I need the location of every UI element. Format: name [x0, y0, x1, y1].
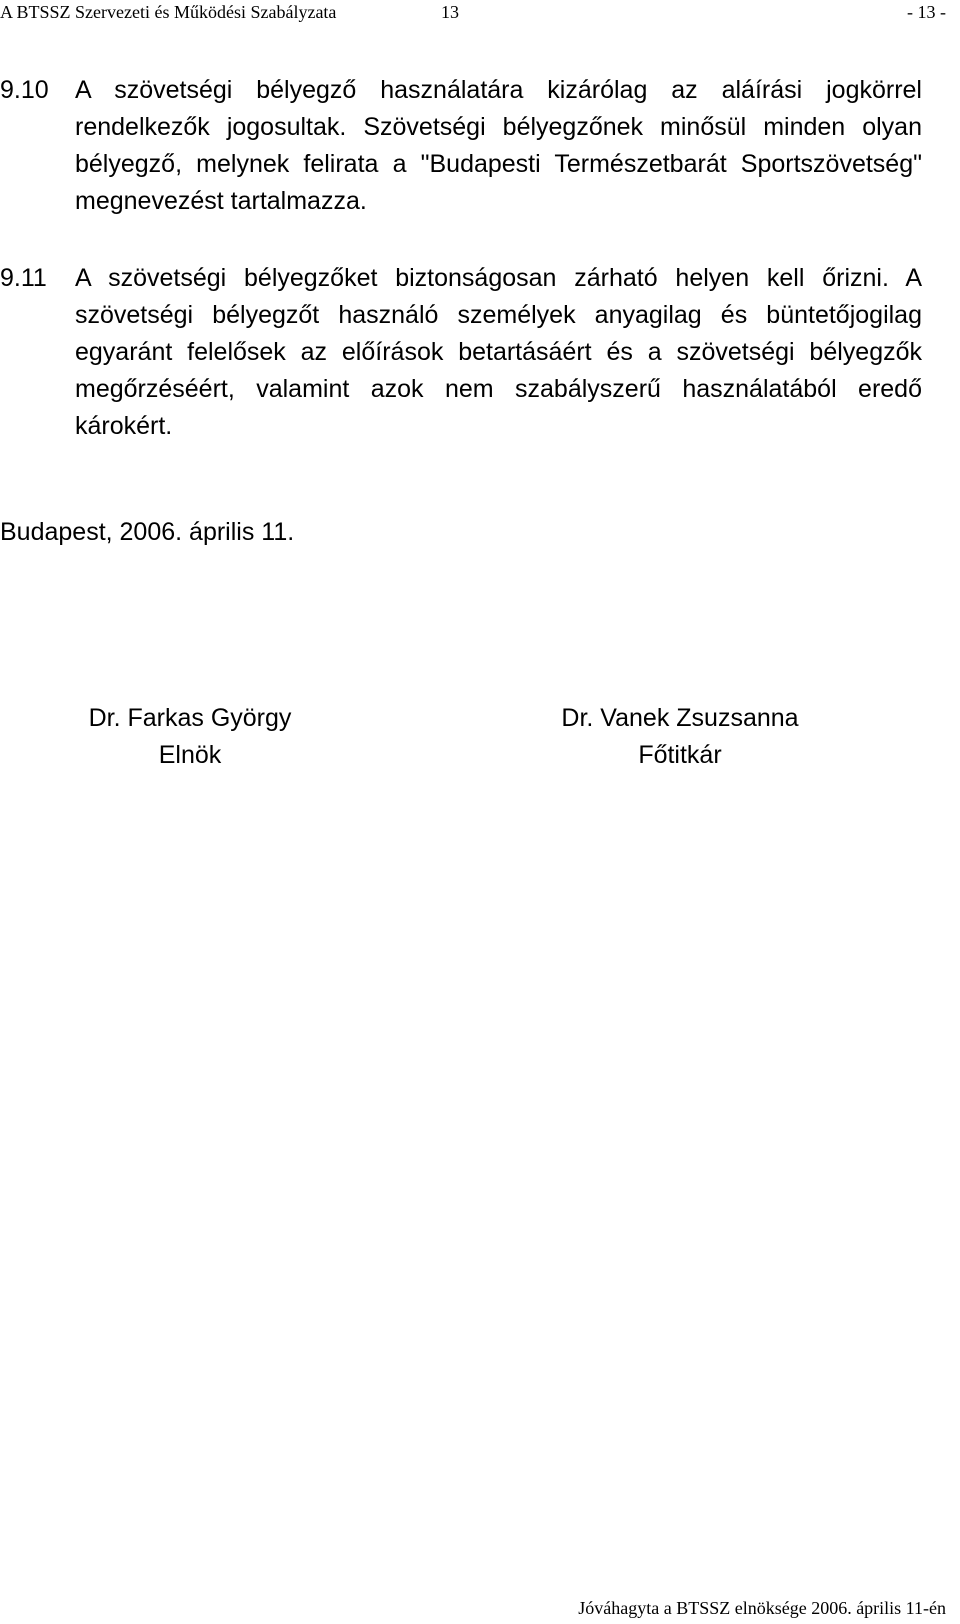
approval-footer: Jóváhagyta a BTSSZ elnöksége 2006. április 11-én: [578, 1598, 946, 1618]
signatory-title: Főtitkár: [638, 741, 722, 769]
signatory-name: Dr. Vanek Zsuzsanna: [561, 704, 799, 732]
header-page-number: 13: [441, 2, 459, 22]
section-number: 9.11: [0, 264, 47, 292]
section-text: A szövetségi bélyegző használatára kizárólag az aláírási jogkörrel rendelkezők jogosultak. Szövetségi bélyegzőnek minősül minden olyan bélyegző, melynek felirata a "Budapesti Természetbarát Sportszövetség" megnevezést tartalmazza.: [75, 76, 922, 215]
header-page-label: - 13 -: [907, 2, 946, 22]
document-header-title: A BTSSZ Szervezeti és Működési Szabályzata: [0, 2, 337, 22]
section-number: 9.10: [0, 76, 49, 104]
signatory-name: Dr. Farkas György: [88, 704, 292, 732]
place-and-date: Budapest, 2006. április 11.: [0, 518, 295, 546]
signatory-title: Elnök: [158, 741, 222, 769]
signature-block-president: [40, 700, 340, 774]
section-text: A szövetségi bélyegzőket biztonságosan zárható helyen kell őrizni. A szövetségi bélyegzőt használó személyek anyagilag és büntetőjogilag egyaránt felelősek az előírások betartásáért és a szövetségi bélyegzők megőrzéséért, valamint azok nem szabályszerű használatából eredő károkért.: [75, 264, 922, 440]
signature-block-secretary-general: [530, 700, 830, 774]
